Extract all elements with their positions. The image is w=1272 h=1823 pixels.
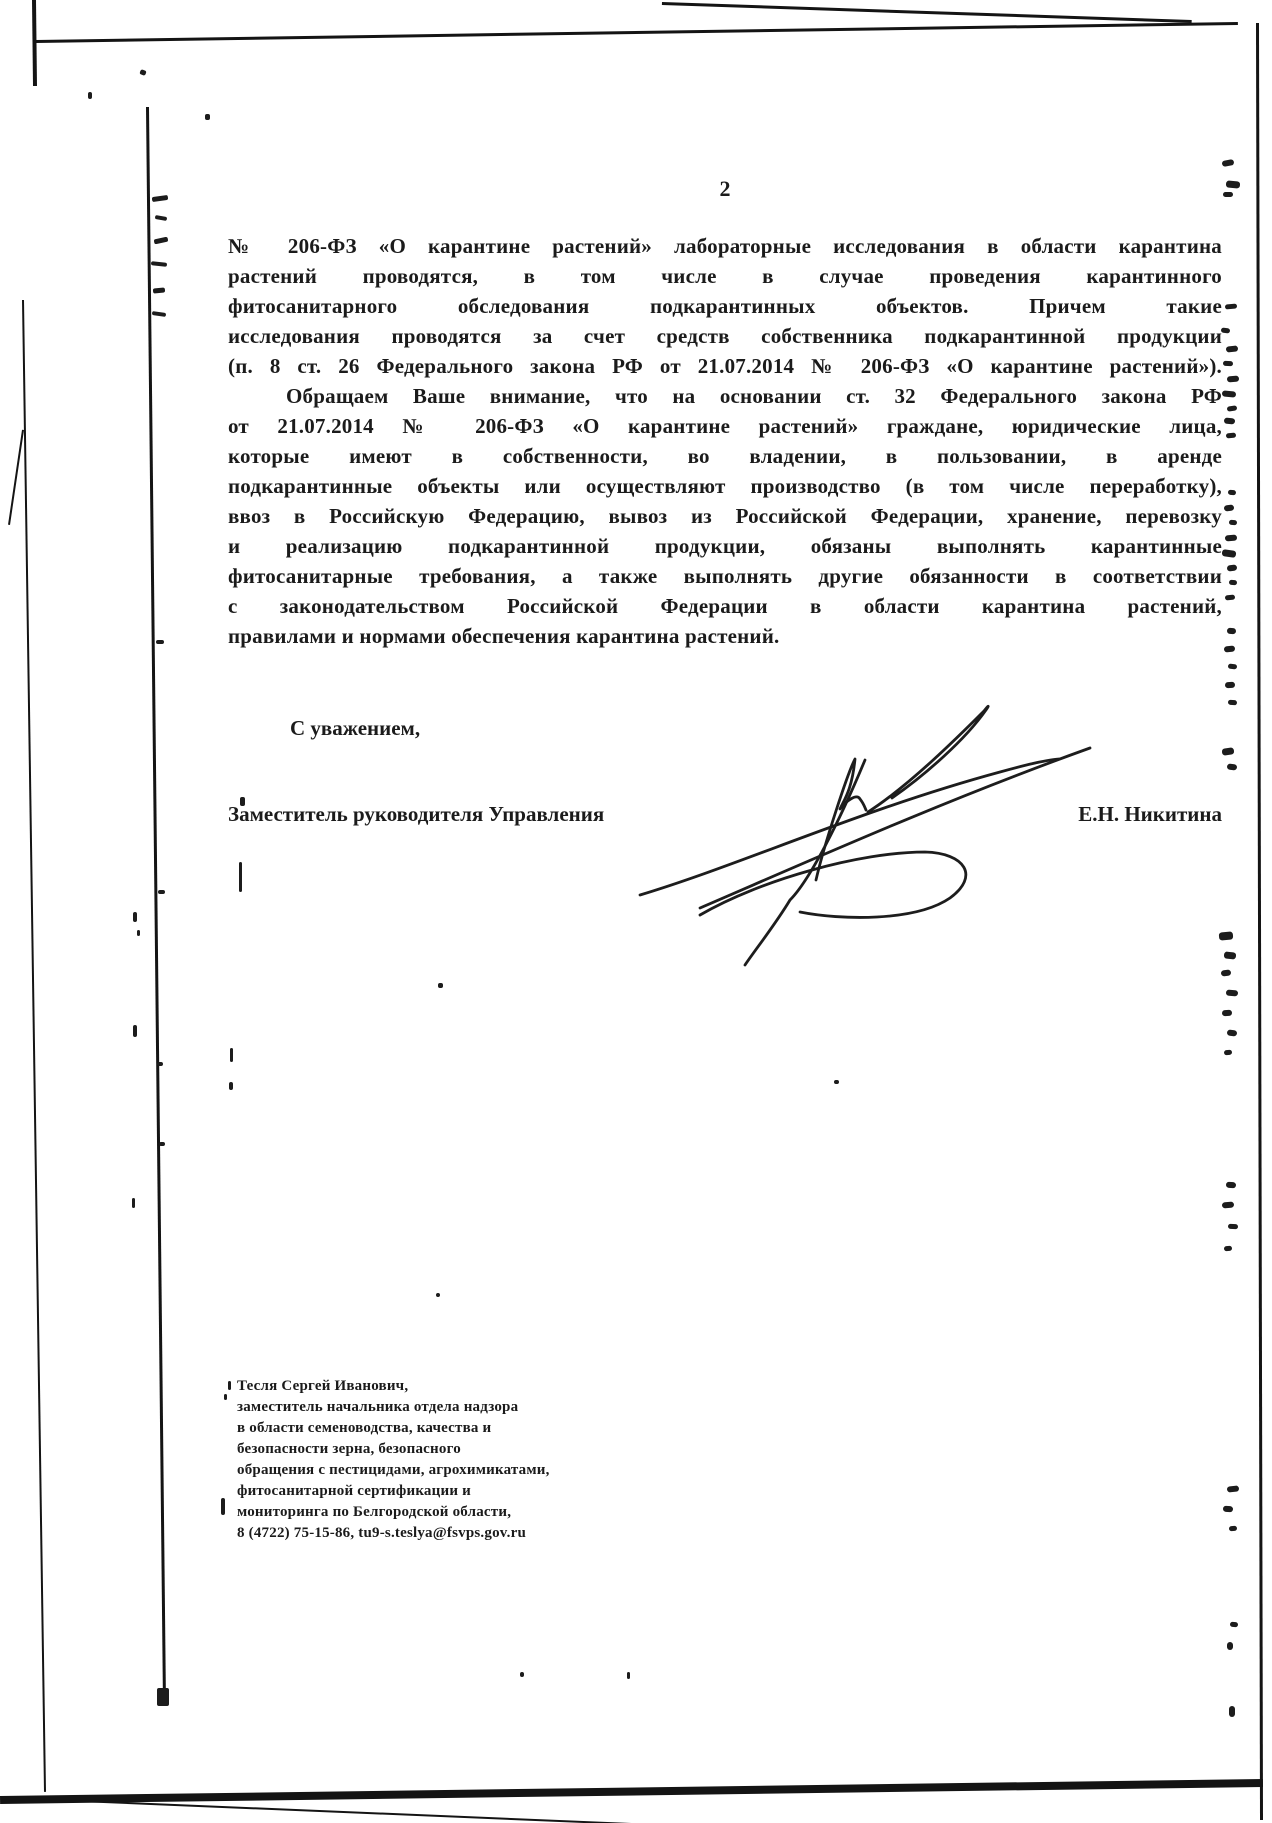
scan-speck [153, 287, 165, 293]
body-line: и реализацию подкарантинной продукции, обязаны выполнять карантинные [228, 534, 1222, 558]
scan-speck [834, 1080, 839, 1084]
bleed-through-mark [1224, 1246, 1232, 1252]
contact-line: безопасности зерна, безопасного [237, 1441, 461, 1457]
scan-speck [157, 1688, 169, 1706]
bleed-through-mark [1226, 180, 1241, 188]
paragraph-1 [228, 231, 1222, 381]
scan-line [36, 22, 1238, 42]
bleed-through-mark [1223, 192, 1233, 197]
body-line: № 206-ФЗ «О карантине растений» лабораторные исследования в области карантина [228, 234, 1222, 258]
scan-line [0, 1779, 1263, 1804]
scan-speck [152, 311, 166, 317]
bleed-through-mark [1227, 1485, 1240, 1492]
paragraph-2 [228, 381, 1222, 651]
bleed-through-mark [1225, 303, 1237, 309]
bleed-through-mark [1228, 700, 1237, 706]
body-line: фитосанитарного обследования подкарантинных объектов. Причем такие [228, 294, 1222, 318]
signer-name: Е.Н. Никитина [1078, 802, 1222, 826]
bleed-through-mark [1226, 345, 1239, 352]
bleed-through-mark [1229, 1706, 1235, 1717]
bleed-through-mark [1229, 520, 1237, 526]
contact-line: фитосанитарной сертификации и [237, 1483, 471, 1499]
bleed-through-mark [1226, 990, 1238, 997]
letter-body [228, 231, 1222, 651]
scan-speck [438, 983, 443, 988]
bleed-through-mark [1224, 1050, 1232, 1056]
closing-salutation: С уважением, [290, 716, 421, 740]
body-line: фитосанитарные требования, а также выполнять другие обязанности в соответствии [228, 564, 1222, 588]
bleed-through-mark [1227, 564, 1238, 571]
contact-block [237, 1376, 550, 1544]
scan-speck [137, 930, 140, 936]
scan-line [9, 430, 24, 525]
contact-line: в области семеноводства, качества и [237, 1420, 492, 1436]
bleed-through-mark [1222, 549, 1237, 558]
scan-speck [229, 1082, 233, 1090]
scan-line [662, 2, 1192, 22]
scan-speck [158, 890, 165, 894]
scan-speck [228, 1381, 231, 1390]
body-line: от 21.07.2014 № 206-ФЗ «О карантине растений» граждане, юридические лица, [228, 414, 1222, 438]
body-line: которые имеют в собственности, во владении, в пользовании, в аренде [228, 444, 1222, 468]
contact-line: заместитель начальника отдела надзора [237, 1399, 519, 1415]
scan-speck [151, 261, 167, 267]
bleed-through-mark [1223, 361, 1233, 367]
scan-speck [133, 912, 137, 922]
body-line: растений проводятся, в том числе в случае проведения карантинного [228, 264, 1222, 288]
scan-line [146, 107, 166, 1705]
scan-speck [88, 92, 92, 99]
page-number: 2 [719, 176, 731, 201]
body-line: ввоз в Российскую Федерацию, вывоз из Российской Федерации, хранение, перевозку [228, 504, 1222, 528]
body-line: подкарантинные объекты или осуществляют производство (в том числе переработку), [228, 474, 1222, 498]
bleed-through-mark [1221, 969, 1232, 976]
bleed-through-mark [1230, 1622, 1238, 1628]
scan-speck [157, 1062, 163, 1066]
bleed-through-mark [1222, 1201, 1234, 1208]
signature-stroke [640, 759, 1059, 895]
signature-stroke [868, 706, 988, 812]
scan-line [33, 0, 37, 86]
scan-line [1257, 23, 1264, 1820]
bleed-through-mark [1225, 595, 1235, 601]
bleed-through-mark [1222, 747, 1235, 756]
contact-line: 8 (4722) 75-15-86, tu9-s.teslya@fsvps.gov.ru [237, 1525, 526, 1541]
scan-speck [520, 1672, 524, 1677]
scan-speck [152, 195, 169, 202]
contact-line: обращения с пестицидами, агрохимикатами, [237, 1462, 550, 1478]
scan-speck [224, 1394, 227, 1400]
bleed-through-mark [1224, 418, 1235, 425]
bleed-through-mark [1227, 376, 1239, 383]
bleed-through-mark [1222, 1010, 1232, 1017]
bleed-through-mark [1227, 1642, 1233, 1650]
scan-speck [156, 640, 164, 644]
contact-line: Тесля Сергей Иванович, [237, 1378, 409, 1394]
bleed-through-mark [1229, 1526, 1237, 1532]
scan-speck [154, 237, 169, 245]
scan-speck [155, 215, 168, 221]
body-line: Обращаем Ваше внимание, что на основании ст. 32 Федерального закона РФ [286, 384, 1222, 408]
bleed-through-mark [1228, 490, 1236, 496]
scan-speck [205, 114, 210, 120]
bleed-through-mark [1222, 159, 1235, 167]
bleed-through-mark [1226, 1182, 1236, 1189]
bleed-through-mark [1224, 951, 1237, 959]
bleed-through-mark [1225, 535, 1237, 542]
body-line: правилами и нормами обеспечения карантина растений. [228, 624, 780, 648]
bleed-through-mark [1224, 645, 1236, 652]
bleed-through-mark [1221, 327, 1231, 333]
scan-speck [627, 1672, 630, 1679]
scan-speck [239, 862, 242, 892]
bleed-through-mark [1227, 405, 1238, 411]
signature-stroke [700, 748, 1090, 908]
scan-line [22, 300, 46, 1792]
bleed-through-mark [1228, 664, 1237, 670]
bleed-through-mark [1227, 1029, 1238, 1036]
scan-speck [230, 1048, 233, 1062]
scan-speck [133, 1025, 137, 1037]
body-line: (п. 8 ст. 26 Федерального закона РФ от 21.07.2014 № 206-ФЗ «О карантине растений»). [228, 354, 1222, 378]
scan-speck [436, 1293, 440, 1297]
bleed-through-mark [1222, 390, 1237, 397]
bleed-through-mark [1225, 682, 1235, 689]
bleed-through-mark [1227, 628, 1236, 635]
bleed-through-mark [1219, 931, 1234, 940]
signer-title: Заместитель руководителя Управления [228, 802, 605, 826]
contact-line: мониторинга по Белгородской области, [237, 1504, 512, 1520]
bleed-through-mark [1224, 504, 1235, 511]
bleed-through-mark [1229, 580, 1237, 586]
bleed-through-mark [1223, 1506, 1233, 1513]
scan-speck [139, 69, 146, 76]
bleed-through-mark [1228, 1224, 1238, 1230]
bleed-through-mark [1226, 433, 1236, 439]
bleed-through-mark [1227, 763, 1238, 770]
body-line: с законодательством Российской Федерации в области карантина растений, [228, 594, 1222, 618]
scan-speck [132, 1198, 135, 1208]
scan-speck [159, 1142, 165, 1146]
signature [560, 680, 1160, 1000]
scan-speck [221, 1498, 225, 1515]
body-line: исследования проводятся за счет средств собственника подкарантинной продукции [228, 324, 1222, 348]
scan-line [55, 1799, 632, 1823]
